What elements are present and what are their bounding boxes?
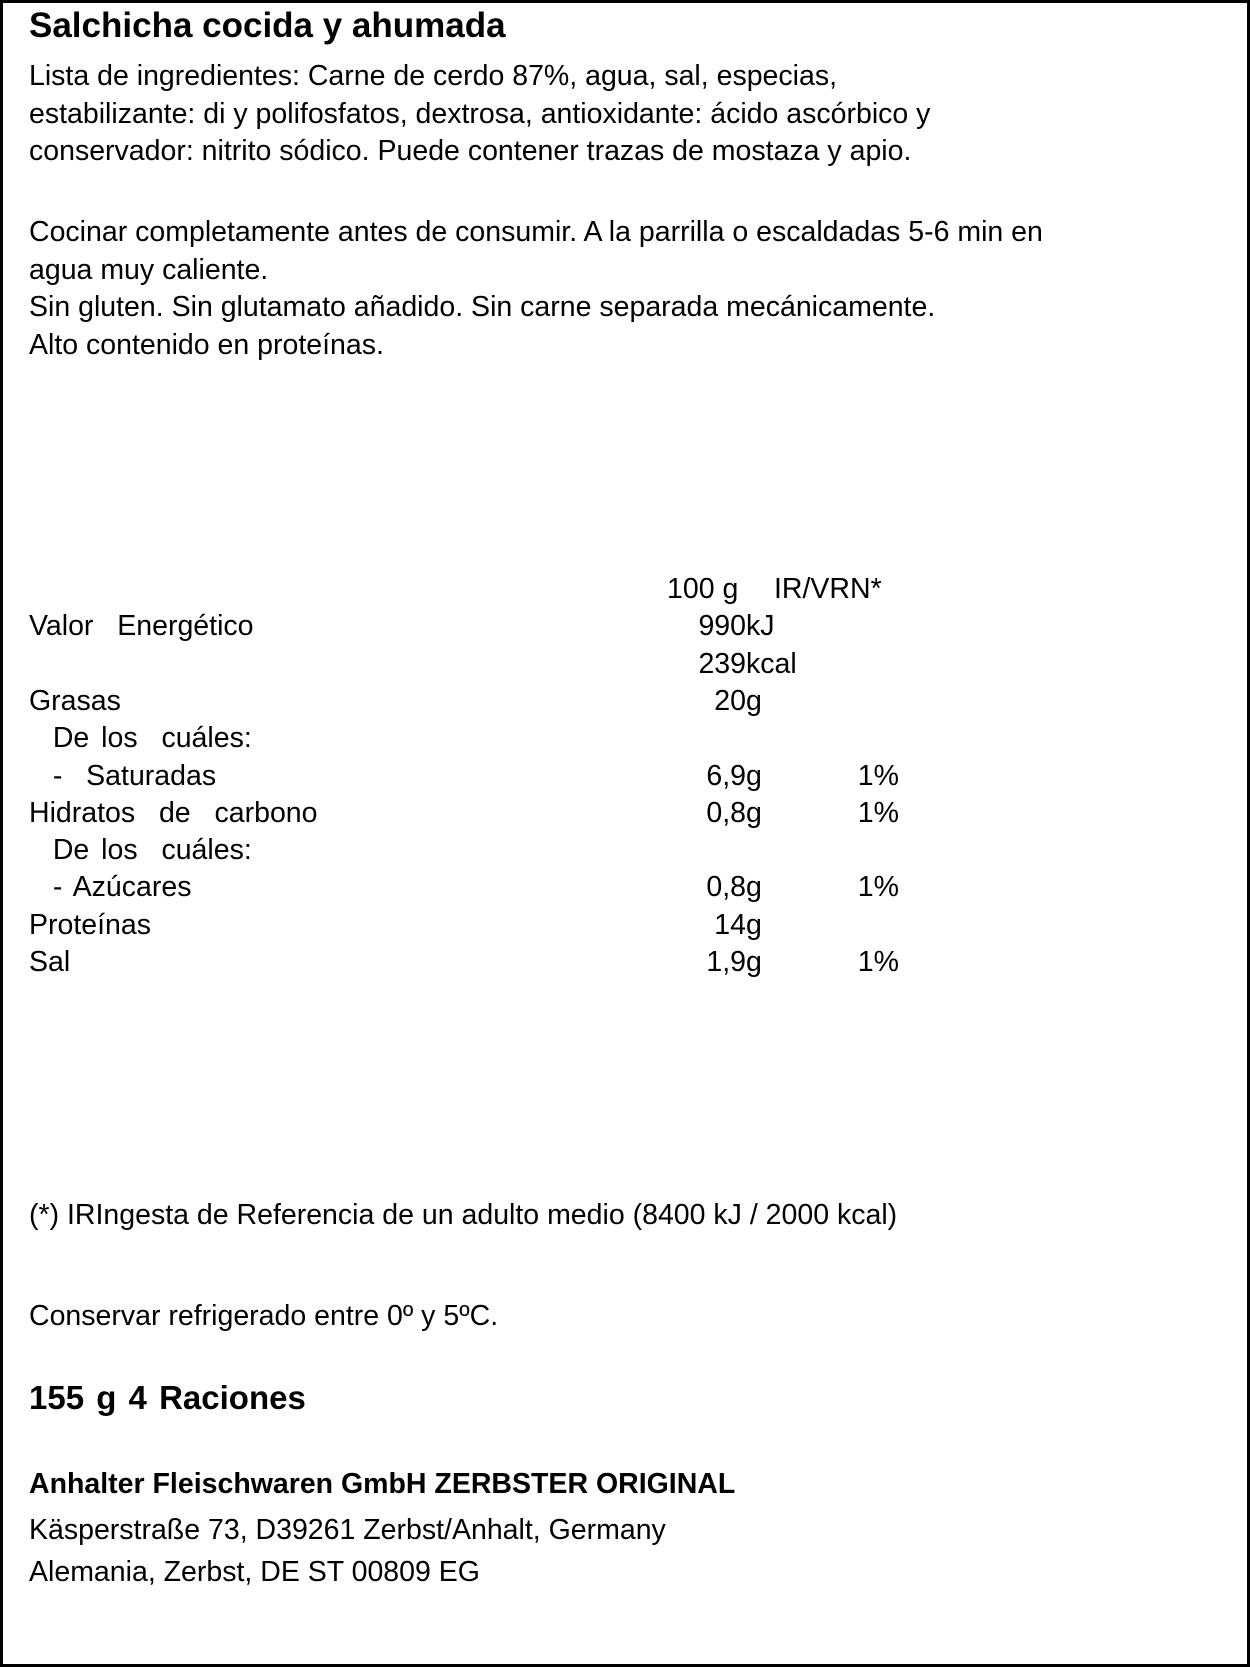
header-ir-vrn: IR/VRN* <box>774 573 882 605</box>
instructions-line: Cocinar completamente antes de consumir. A la parrilla o escaldadas 5-6 min en <box>29 216 1043 248</box>
nutrient-name: Proteínas <box>29 908 151 941</box>
instructions-line: Sin gluten. Sin glutamato añadido. Sin carne separada mecánicamente. <box>29 291 936 323</box>
address-line: Alemania, Zerbst, DE ST 00809 EG <box>29 1556 480 1588</box>
nutrition-header-row <box>29 573 929 610</box>
nutrient-value: 0,8 <box>706 871 746 904</box>
nutrient-name: - Azúcares <box>29 871 192 904</box>
nutrient-name: Grasas <box>29 684 121 717</box>
nutrient-unit: g <box>746 871 762 904</box>
nutrient-unit: g <box>746 796 762 829</box>
nutrient-name: - Saturadas <box>29 759 217 792</box>
nutrition-row <box>29 909 929 946</box>
nutrient-value: 0,8 <box>706 796 746 829</box>
nutrient-ir: 1% <box>857 759 899 792</box>
instructions-line: Alto contenido en proteínas. <box>29 328 384 361</box>
ingredients-list <box>29 58 930 171</box>
address-line: Käsperstraße 73, D39261 Zerbst/Anhalt, Germany <box>29 1514 666 1546</box>
nutrition-row <box>29 722 929 759</box>
nutrition-row <box>29 610 929 647</box>
nutrition-row <box>29 871 929 908</box>
nutrient-unit: g <box>746 759 762 792</box>
nutrient-value: 20 <box>714 684 746 717</box>
product-title: Salchicha cocida y ahumada <box>29 6 506 45</box>
nutrient-value: 1,9 <box>706 946 746 978</box>
ingredients-line: estabilizante: di y polifosfatos, dextrosa, antioxidante: ácido ascórbico y <box>29 97 931 130</box>
nutrition-row <box>29 760 929 797</box>
nutrition-row <box>29 685 929 722</box>
nutrient-value: 990 <box>698 610 746 643</box>
nutrition-row <box>29 797 929 834</box>
nutrition-row <box>29 648 929 685</box>
nutrition-table <box>29 573 929 993</box>
ingredients-line: Lista de ingredientes: Carne de cerdo 87%, agua, sal, especias, <box>29 60 838 92</box>
company-name: Anhalter Fleischwaren GmbH ZERBSTER ORIGINAL <box>29 1468 736 1500</box>
ingredients-line: conservador: nitrito sódico. Puede contener trazas de mostaza y apio. <box>29 135 912 167</box>
nutrient-ir: 1% <box>857 871 899 904</box>
instructions-line: agua muy caliente. <box>29 253 269 286</box>
company-address <box>29 1509 666 1593</box>
nutrient-unit: kcal <box>746 647 797 680</box>
header-per-100g: 100 g <box>667 573 739 605</box>
reference-intake-footnote: (*) IRIngesta de Referencia de un adulto medio (8400 kJ / 2000 kcal) <box>29 1199 898 1231</box>
nutrient-ir: 1% <box>857 796 899 829</box>
nutrition-row <box>29 946 929 983</box>
nutrient-name: De los cuáles: <box>29 722 252 755</box>
nutrient-ir: 1% <box>857 946 899 978</box>
nutrient-value: 6,9 <box>706 759 746 792</box>
nutrient-name: Sal <box>29 946 71 978</box>
nutrient-value: 239 <box>698 647 746 680</box>
nutrient-name: Valor Energético <box>29 610 254 643</box>
nutrient-value: 14 <box>714 908 746 941</box>
nutrient-unit: g <box>746 684 762 717</box>
net-content: 155 g 4 Raciones <box>29 1379 306 1416</box>
nutrition-row <box>29 834 929 871</box>
nutrient-name: Hidratos de carbono <box>29 796 318 829</box>
nutrient-name: De los cuáles: <box>29 834 252 867</box>
nutrient-unit: g <box>746 908 762 941</box>
storage-instructions: Conservar refrigerado entre 0º y 5ºC. <box>29 1300 499 1332</box>
nutrient-unit: kJ <box>746 610 775 643</box>
nutrient-unit: g <box>746 946 762 978</box>
preparation-instructions <box>29 214 1043 364</box>
